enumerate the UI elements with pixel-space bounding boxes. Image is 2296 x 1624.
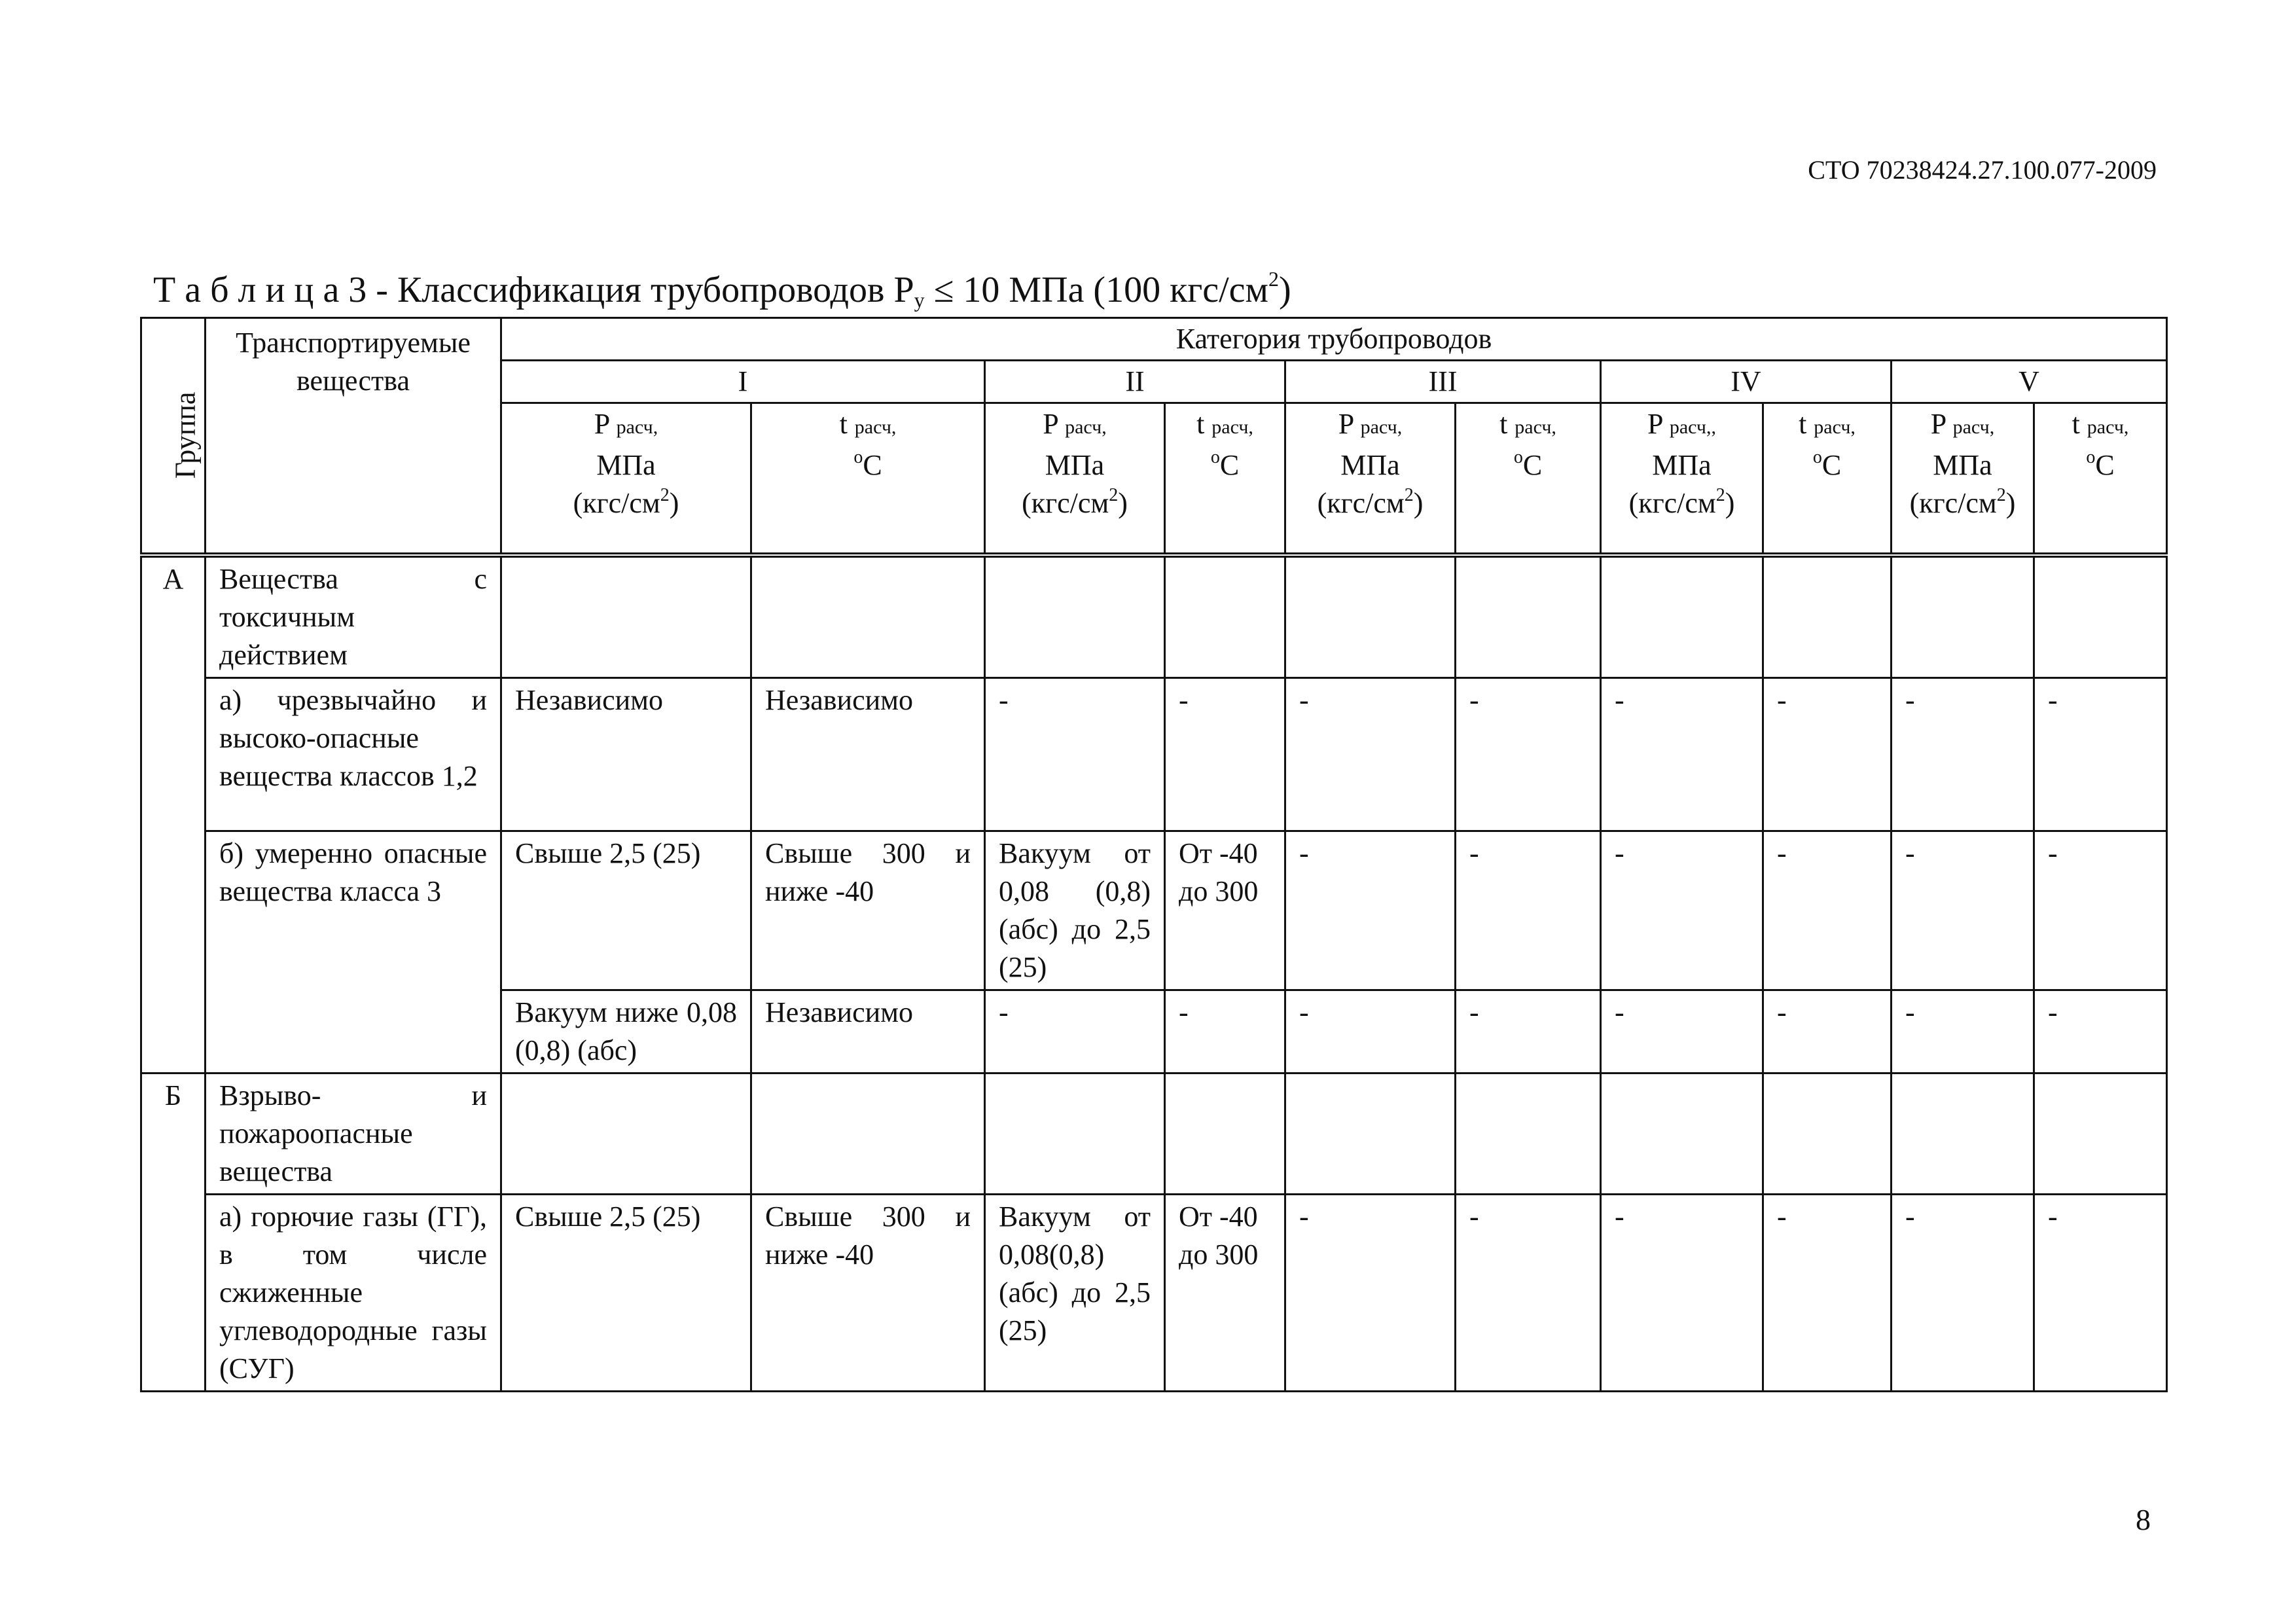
pressure-header-iii: P расч, МПа $(кгс/см^2)$	[1285, 403, 1456, 555]
substances-column-header: Транспортируемые вещества	[206, 318, 501, 555]
table-cell: -	[1456, 677, 1601, 831]
table-row	[141, 677, 2167, 831]
table-cell	[1456, 555, 1601, 678]
category-i-header: I	[501, 361, 985, 403]
pressure-header-i: P расч, МПа $(кгс/см^2)$	[501, 403, 751, 555]
temperature-header-i: t расч, $^o$C	[751, 403, 985, 555]
table-cell	[751, 1073, 985, 1194]
pressure-header-ii: P расч, МПа $(кгс/см^2)$	[985, 403, 1165, 555]
table-cell	[1892, 555, 2034, 678]
table-cell: -	[1892, 677, 2034, 831]
category-ii-header: II	[985, 361, 1285, 403]
table-cell: Вакуум ниже 0,08 (0,8) (абс)	[501, 990, 751, 1073]
table-title-subscript: y	[914, 288, 925, 312]
table-cell	[985, 1073, 1165, 1194]
table-title-superscript: 2	[1268, 267, 1279, 291]
table-cell	[1165, 1073, 1285, 1194]
group-column-header: Группа	[141, 318, 206, 555]
table-header	[141, 318, 2167, 555]
table-title-middle: ≤ 10 МПа (100 кгс/см	[924, 270, 1268, 310]
temperature-header-v: t расч, $^o$C	[2034, 403, 2167, 555]
table-cell: -	[1601, 831, 1763, 990]
category-v-header: V	[1892, 361, 2167, 403]
table-cell: Независимо	[751, 677, 985, 831]
table-cell: -	[985, 677, 1165, 831]
table-row	[141, 1073, 2167, 1194]
temperature-header-iii: t расч, $^o$C	[1456, 403, 1601, 555]
table-cell: -	[1165, 677, 1285, 831]
table-cell: -	[1456, 831, 1601, 990]
table-cell: -	[1892, 831, 2034, 990]
category-header: Категория трубопроводов	[501, 318, 2167, 361]
substance-cell: б) умеренно опасные вещества класса 3	[206, 831, 501, 1073]
table-cell: -	[1892, 990, 2034, 1073]
table-cell: От -40 до 300	[1165, 831, 1285, 990]
table-cell: -	[1285, 677, 1456, 831]
table-cell: -	[1763, 831, 1892, 990]
table-cell: От -40 до 300	[1165, 1194, 1285, 1391]
table-cell: -	[1456, 990, 1601, 1073]
table-cell: -	[1601, 1194, 1763, 1391]
table-cell: -	[1601, 990, 1763, 1073]
table-cell	[1892, 1073, 2034, 1194]
category-iv-header: IV	[1601, 361, 1892, 403]
table-cell	[501, 1073, 751, 1194]
classification-table	[140, 317, 2168, 1392]
group-cell: Б	[141, 1073, 206, 1391]
table-row	[141, 831, 2167, 990]
table-cell	[1763, 555, 1892, 678]
document-code: СТО 70238424.27.100.077-2009	[1808, 155, 2157, 185]
table-cell	[751, 555, 985, 678]
table-cell	[1763, 1073, 1892, 1194]
table-cell: -	[2034, 990, 2167, 1073]
temperature-header-ii: t расч, $^o$C	[1165, 403, 1285, 555]
table-cell: Свыше 2,5 (25)	[501, 1194, 751, 1391]
table-row	[141, 1194, 2167, 1391]
table-cell: Свыше 300 и ниже -40	[751, 831, 985, 990]
substance-cell: а) чрезвычайно и высоко-опасные вещества классов 1,2	[206, 677, 501, 831]
table-cell: -	[1285, 831, 1456, 990]
table-cell	[1601, 555, 1763, 678]
table-cell: Независимо	[501, 677, 751, 831]
table-cell: -	[985, 990, 1165, 1073]
table-cell	[2034, 555, 2167, 678]
table-title-prefix: Т а б л и ц а 3 - Классификация трубопроводов P	[153, 270, 914, 310]
table-cell: -	[2034, 831, 2167, 990]
table-cell	[1165, 555, 1285, 678]
group-cell: А	[141, 555, 206, 1074]
table-cell	[501, 555, 751, 678]
table-cell: -	[1285, 990, 1456, 1073]
table-cell: -	[1165, 990, 1285, 1073]
table-cell: -	[1285, 1194, 1456, 1391]
table-cell: Вакуум от 0,08 (0,8) (абс) до 2,5 (25)	[985, 831, 1165, 990]
table-cell	[985, 555, 1165, 678]
table-cell: -	[1456, 1194, 1601, 1391]
table-cell: -	[2034, 677, 2167, 831]
table-cell: Независимо	[751, 990, 985, 1073]
table-cell: Свыше 300 и ниже -40	[751, 1194, 985, 1391]
table-cell: Вакуум от 0,08(0,8) (абс) до 2,5 (25)	[985, 1194, 1165, 1391]
table-cell: -	[1763, 1194, 1892, 1391]
pressure-header-iv: P расч,, МПа $(кгс/см^2)$	[1601, 403, 1763, 555]
page-number: 8	[2136, 1503, 2151, 1536]
substance-cell: Вещества с токсичным действием	[206, 555, 501, 678]
table-cell	[2034, 1073, 2167, 1194]
table-cell: -	[1892, 1194, 2034, 1391]
table-body	[141, 555, 2167, 1392]
table-title	[153, 267, 1291, 313]
table-cell: -	[1601, 677, 1763, 831]
table-cell: -	[2034, 1194, 2167, 1391]
temperature-header-iv: t расч, $^o$C	[1763, 403, 1892, 555]
table-row	[141, 555, 2167, 678]
substance-cell: а) горючие газы (ГГ), в том числе сжиженные углеводородные газы (СУГ)	[206, 1194, 501, 1391]
table-cell	[1601, 1073, 1763, 1194]
category-iii-header: III	[1285, 361, 1601, 403]
table-cell	[1285, 555, 1456, 678]
table-cell	[1456, 1073, 1601, 1194]
table-title-suffix: )	[1278, 270, 1291, 310]
substance-cell: Взрыво- и пожароопасные вещества	[206, 1073, 501, 1194]
table-cell: -	[1763, 990, 1892, 1073]
table-cell	[1285, 1073, 1456, 1194]
pressure-header-v: P расч, МПа $(кгс/см^2)$	[1892, 403, 2034, 555]
table-cell: Свыше 2,5 (25)	[501, 831, 751, 990]
table-cell: -	[1763, 677, 1892, 831]
